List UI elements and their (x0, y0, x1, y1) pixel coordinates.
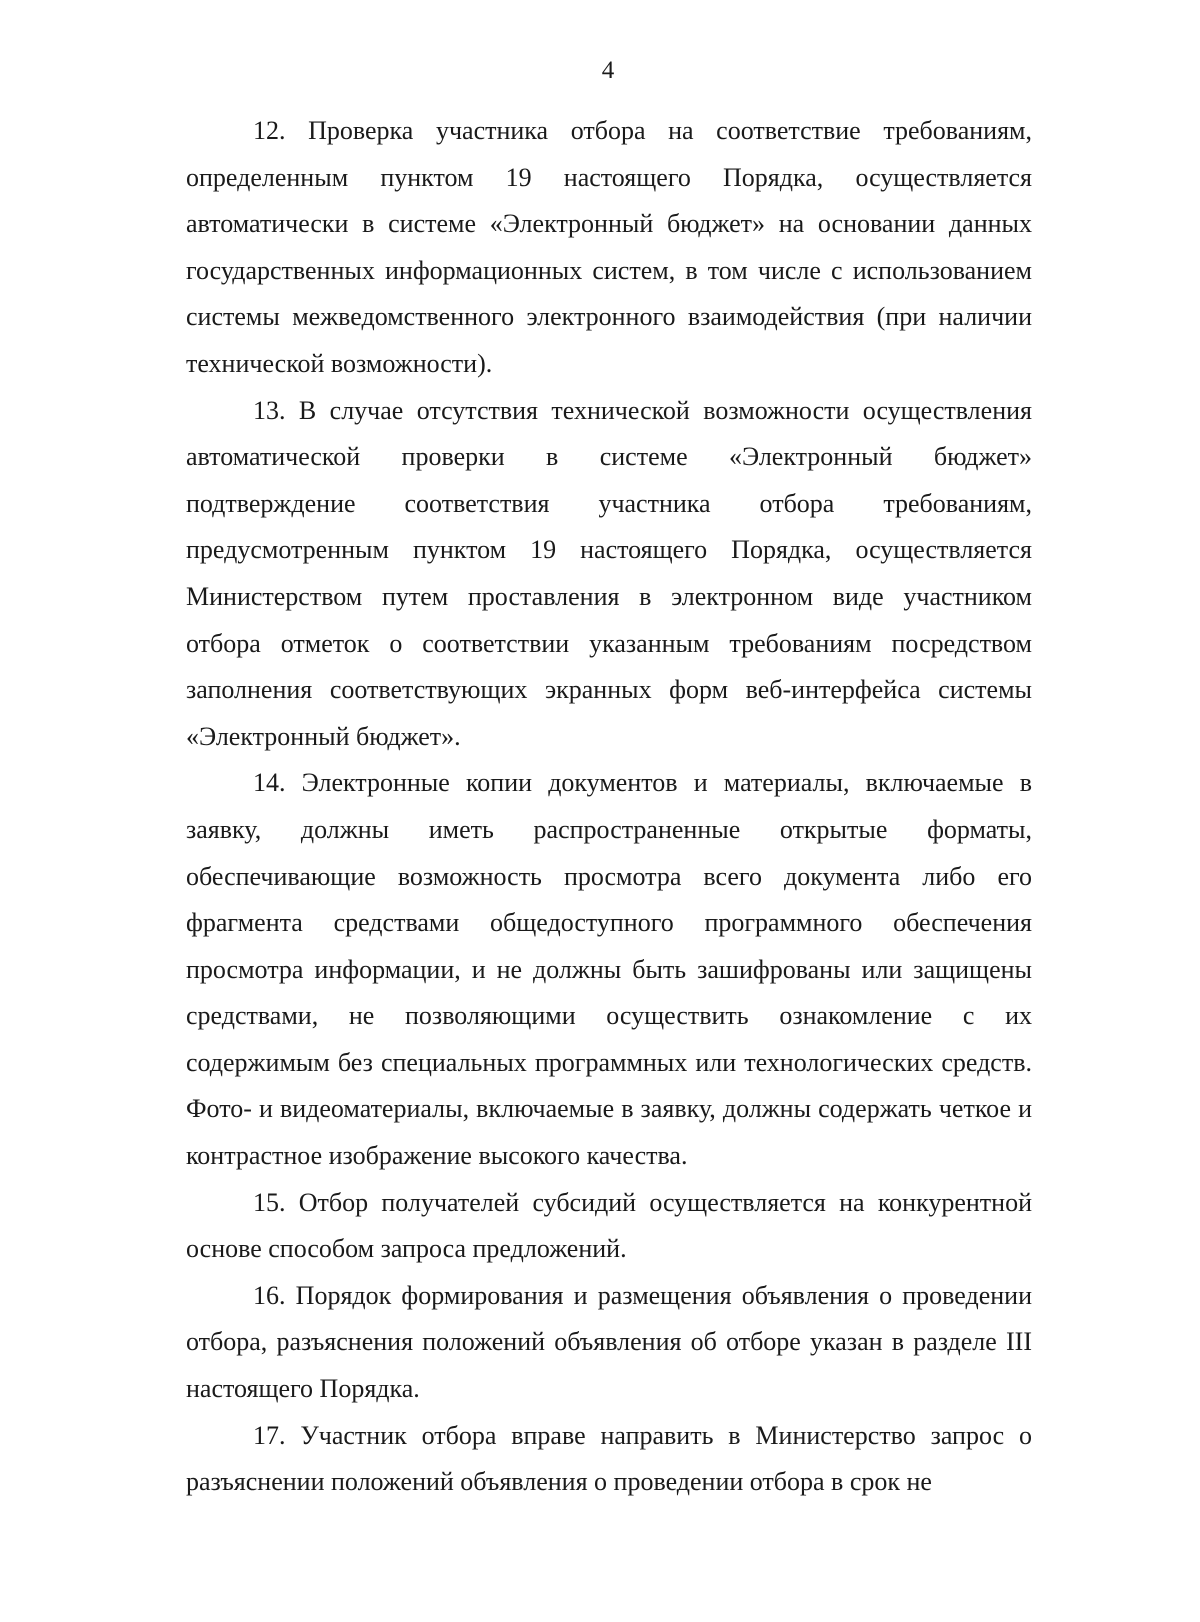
document-body (186, 108, 1032, 1506)
paragraph-17: 17. Участник отбора вправе направить в Министерство запрос о разъяснении положений объявления о проведении отбора в срок не (186, 1420, 1032, 1497)
paragraph-15: 15. Отбор получателей субсидий осуществляется на конкурентной основе способом запроса предложений. (186, 1187, 1032, 1264)
paragraph-14: 14. Электронные копии документов и материалы, включаемые в заявку, должны иметь распространенные открытые форматы, обеспечивающие возможность просмотра всего документа либо его фрагмента средствами общедоступного программного обеспечения просмотра информации, и не должны быть зашифрованы или защищены средствами, не позволяющими осуществить ознакомление с их содержимым без специальных программных или технологических средств. Фото- и видеоматериалы, включаемые в заявку, должны содержать четкое и контрастное изображение высокого качества. (186, 768, 1032, 1171)
paragraph-12: 12. Проверка участника отбора на соответствие требованиям, определенным пунктом 19 настоящего Порядка, осуществляется автоматически в системе «Электронный бюджет» на основании данных государственных информационных систем, в том числе с использованием системы межведомственного электронного взаимодействия (при наличии технической возможности). (186, 116, 1032, 378)
paragraph-16: 16. Порядок формирования и размещения объявления о проведении отбора, разъяснения положений объявления об отборе указан в разделе III настоящего Порядка. (186, 1280, 1032, 1404)
paragraph-13: 13. В случае отсутствия технической возможности осуществления автоматической проверки в системе «Электронный бюджет» подтверждение соответствия участника отбора требованиям, предусмотренным пунктом 19 настоящего Порядка, осуществляется Министерством путем проставления в электронном виде участником отбора отметок о соответствии указанным требованиям посредством заполнения соответствующих экранных форм веб-интерфейса системы «Электронный бюджет». (186, 395, 1032, 751)
page-number: 4 (601, 57, 615, 84)
